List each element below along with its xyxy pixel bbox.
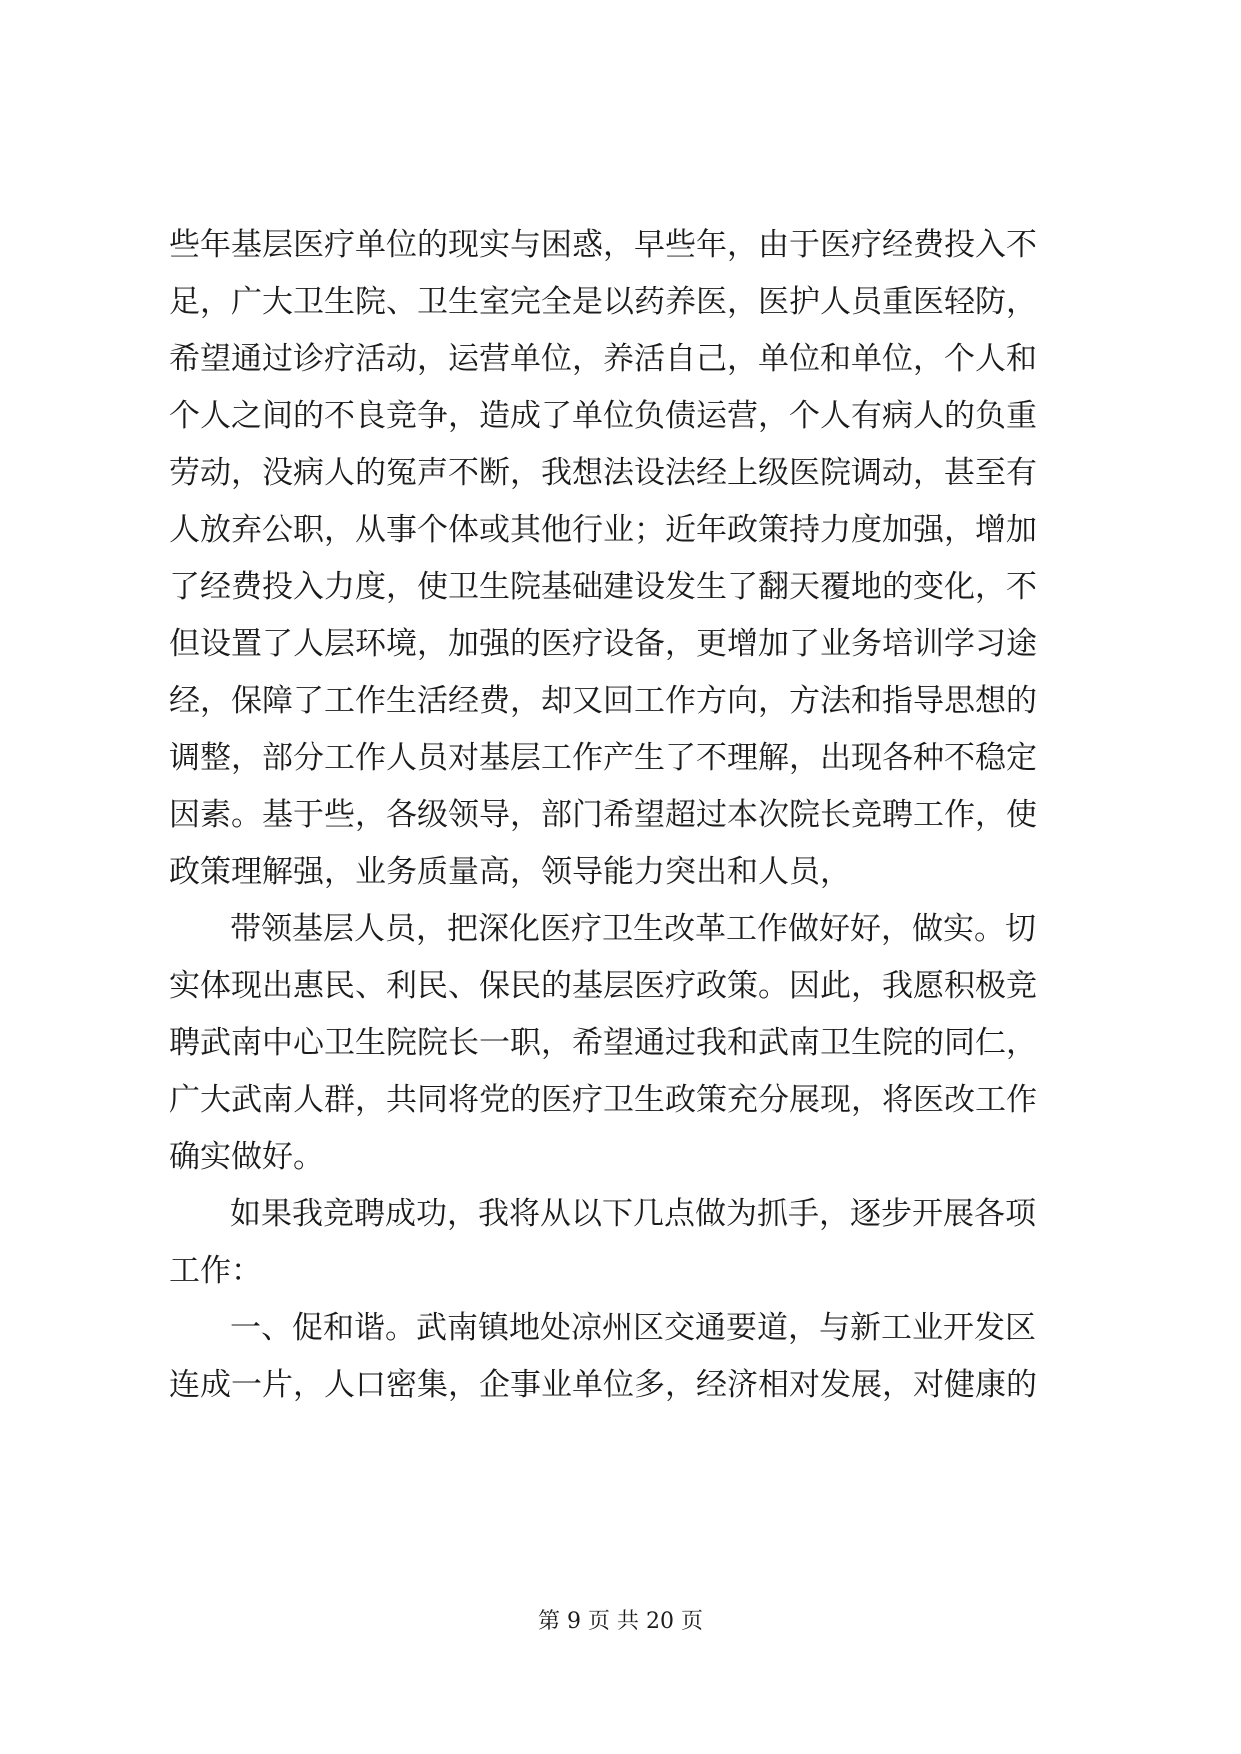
- paragraph-first-line: 如果我竞聘成功，我将从以下几点做为抓手，逐步开展各项: [230, 1196, 1036, 1232]
- body-text-line: 了经费投入力度，使卫生院基础建设发生了翻天覆地的变化，不: [169, 569, 1037, 605]
- paragraph-first-line: 一、促和谐。武南镇地处凉州区交通要道，与新工业开发区: [230, 1310, 1036, 1346]
- body-text-line: 聘武南中心卫生院院长一职，希望通过我和武南卫生院的同仁，: [169, 1025, 1037, 1061]
- body-text-line: 广大武南人群，共同将党的医疗卫生政策充分展现，将医改工作: [169, 1082, 1037, 1118]
- body-text-line: 确实做好。: [169, 1139, 324, 1175]
- body-text-line: 人放弃公职，从事个体或其他行业；近年政策持力度加强，增加: [169, 512, 1037, 548]
- body-text-line: 希望通过诊疗活动，运营单位，养活自己，单位和单位，个人和: [169, 341, 1037, 377]
- body-text-line: 劳动，没病人的冤声不断，我想法设法经上级医院调动，甚至有: [169, 455, 1037, 491]
- body-text-line: 连成一片，人口密集，企事业单位多，经济相对发展，对健康的: [169, 1367, 1037, 1403]
- page-number-footer: 第 9 页 共 20 页: [538, 1609, 703, 1634]
- body-text-line: 因素。基于些，各级领导，部门希望超过本次院长竞聘工作，使: [169, 797, 1037, 833]
- body-text-line: 个人之间的不良竞争，造成了单位负债运营，个人有病人的负重: [169, 398, 1037, 434]
- body-text-line: 足，广大卫生院、卫生室完全是以药养医，医护人员重医轻防，: [169, 284, 1037, 320]
- body-text-line: 经，保障了工作生活经费，却又回工作方向，方法和指导思想的: [169, 683, 1037, 719]
- body-text-line: 但设置了人层环境，加强的医疗设备，更增加了业务培训学习途: [169, 626, 1037, 662]
- body-text-line: 些年基层医疗单位的现实与困惑，早些年，由于医疗经费投入不: [169, 227, 1037, 263]
- body-text-line: 实体现出惠民、利民、保民的基层医疗政策。因此，我愿积极竞: [169, 968, 1037, 1004]
- body-text-line: 政策理解强，业务质量高，领导能力突出和人员，: [169, 854, 851, 890]
- paragraph-first-line: 带领基层人员，把深化医疗卫生改革工作做好好，做实。切: [230, 911, 1036, 947]
- body-text-line: 调整，部分工作人员对基层工作产生了不理解，出现各种不稳定: [169, 740, 1037, 776]
- body-text-line: 工作：: [169, 1253, 262, 1289]
